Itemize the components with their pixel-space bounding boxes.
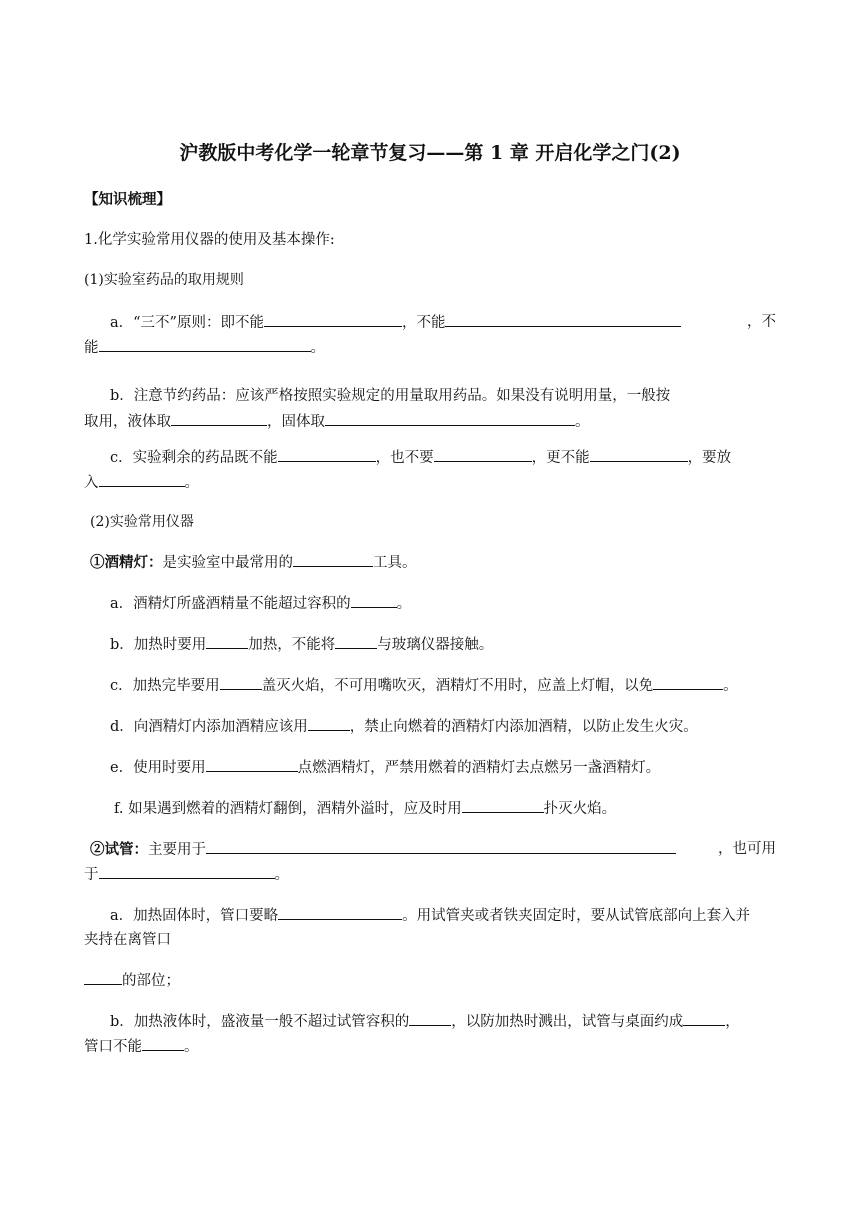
- lamp-d-text1: d．向酒精灯内添加酒精应该用: [110, 719, 308, 735]
- rule-c-text2: ，也不要: [375, 450, 434, 466]
- lamp-b-blank1[interactable]: [206, 634, 248, 649]
- rule-a-text5: 。: [310, 340, 325, 356]
- lamp-f-text1: f. 如果遇到燃着的酒精灯翻倒，酒精外溢时，应及时用: [114, 801, 462, 817]
- rule-a-line1: [110, 312, 776, 333]
- lamp-blank1[interactable]: [293, 552, 373, 567]
- lamp-b-text3: 与玻璃仪器接触。: [377, 637, 494, 653]
- page-title: 沪教版中考化学一轮章节复习——第 1 章 开启化学之门(2): [179, 142, 681, 164]
- lamp-c-text2: 盖灭火焰，不可用嘴吹灭，酒精灯不用时，应盖上灯帽，以免: [261, 678, 654, 694]
- tube-b-text3: ，: [725, 1014, 740, 1030]
- rule-b-line2: [84, 411, 776, 432]
- rule-c-text1: c．实验剩余的药品既不能: [110, 450, 278, 466]
- tube-a-text2: 。用试管夹或者铁夹固定时，要从试管底部向上套入并: [402, 908, 751, 924]
- rule-a-line2: [84, 337, 776, 358]
- lamp-b-text1: b．加热时要用: [110, 637, 207, 653]
- tube-b-text4: 管口不能: [84, 1039, 142, 1055]
- lamp-c-blank2[interactable]: [653, 675, 723, 690]
- lamp-c-text1: c．加热完毕要用: [110, 678, 220, 694]
- tube-b-text5: 。: [184, 1039, 199, 1055]
- lamp-a-line: [110, 593, 776, 614]
- subheading-1: (1)实验室药品的取用规则: [84, 272, 244, 288]
- tube-b-line1: [110, 1011, 776, 1032]
- rule-c-text3: ，更不能: [531, 450, 590, 466]
- rule-b-blank1[interactable]: [171, 411, 267, 426]
- tube-blank2[interactable]: [99, 864, 275, 879]
- rule-c-text5: 入: [84, 475, 99, 491]
- rule-c-blank2[interactable]: [434, 447, 532, 462]
- tube-a-blank1[interactable]: [278, 905, 402, 920]
- tube-b-blank2[interactable]: [683, 1011, 725, 1026]
- rule-b-text2: 取用，液体取: [84, 414, 171, 430]
- rule-a-text2: ，不能: [401, 315, 446, 331]
- rule-b-blank2[interactable]: [325, 411, 575, 426]
- tube-a-text1: a．加热固体时，管口要略: [110, 908, 279, 924]
- subheading-2: (2)实验常用仪器: [90, 514, 194, 530]
- lamp-f-line: [114, 798, 780, 819]
- tube-b-text2: ，以防加热时溅出，试管与桌面约成: [451, 1014, 684, 1030]
- tube-a-blank2[interactable]: [84, 970, 122, 985]
- rule-c-text6: 。: [184, 475, 199, 491]
- tube-b-text1: b．加热液体时，盛液量一般不超过试管容积的: [110, 1014, 410, 1030]
- rule-c-blank4[interactable]: [99, 472, 185, 487]
- rule-a-text4: 能: [84, 340, 99, 356]
- lamp-a-blank1[interactable]: [351, 593, 397, 608]
- rule-b-line1: b．注意节约药品：应该严格按照实验规定的用量取用药品。如果没有说明用量，一般按: [110, 388, 671, 404]
- lamp-e-line: [110, 757, 776, 778]
- tube-a-line2: 夹持在离管口: [84, 932, 171, 948]
- lamp-c-line: [110, 675, 780, 696]
- rule-c-text4: ，要放: [687, 450, 732, 466]
- tube-text2: ，也可用: [718, 841, 776, 857]
- rule-c-line2: [84, 472, 776, 493]
- rule-c-blank1[interactable]: [278, 447, 376, 462]
- lamp-f-blank1[interactable]: [462, 798, 544, 813]
- lamp-heading: ①酒精灯：: [90, 554, 163, 571]
- tube-text4: 。: [274, 867, 289, 883]
- tube-b-blank1[interactable]: [409, 1011, 451, 1026]
- lamp-d-blank1[interactable]: [308, 716, 350, 731]
- tube-a-text4: 的部位；: [122, 973, 180, 989]
- rule-a-text3: ，不: [747, 314, 776, 330]
- tube-b-blank3[interactable]: [142, 1036, 184, 1051]
- tube-heading: ②试管：: [90, 841, 148, 858]
- rule-a-blank2[interactable]: [445, 312, 681, 327]
- tube-text3: 于: [84, 867, 99, 883]
- lamp-b-text2: 加热，不能将: [248, 637, 336, 653]
- tube-blank1[interactable]: [206, 839, 676, 854]
- lamp-text2: 工具。: [373, 555, 417, 571]
- tube-line2: [84, 864, 776, 885]
- lamp-d-text2: ，禁止向燃着的酒精灯内添加酒精，以防止发生火灾。: [349, 719, 698, 735]
- rule-c-line1: [110, 447, 776, 468]
- lamp-d-line: [110, 716, 776, 737]
- tube-a-line1: [110, 905, 776, 926]
- lamp-b-blank2[interactable]: [335, 634, 377, 649]
- rule-c-blank3[interactable]: [590, 447, 688, 462]
- lamp-heading-line: [90, 552, 782, 573]
- lamp-e-text1: e．使用时要用: [110, 760, 206, 776]
- tube-heading-line: [90, 839, 776, 860]
- rule-a-blank1[interactable]: [264, 312, 402, 327]
- rule-a-text1: a．“三不”原则：即不能: [110, 315, 264, 331]
- lamp-text1: 是实验室中最常用的: [162, 555, 293, 571]
- rule-a-blank3[interactable]: [99, 337, 311, 352]
- lamp-e-blank1[interactable]: [206, 757, 298, 772]
- item-1-text: 1.化学实验常用仪器的使用及基本操作:: [84, 232, 335, 248]
- lamp-a-text2: 。: [396, 596, 412, 612]
- lamp-c-blank1[interactable]: [220, 675, 262, 690]
- rule-b-text3: ，固体取: [267, 414, 325, 430]
- section-heading: 【知识梳理】: [84, 191, 171, 208]
- lamp-e-text2: 点燃酒精灯，严禁用燃着的酒精灯去点燃另一盏酒精灯。: [297, 760, 661, 776]
- lamp-b-line: [110, 634, 776, 655]
- tube-b-line2: [84, 1036, 776, 1057]
- tube-text1: 主要用于: [148, 842, 206, 858]
- lamp-f-text2: 扑灭火焰。: [543, 801, 617, 817]
- tube-a-line3: [84, 970, 776, 991]
- lamp-c-text3: 。: [723, 678, 738, 694]
- lamp-a-text1: a．酒精灯所盛酒精量不能超过容积的: [110, 596, 351, 612]
- rule-b-text4: 。: [575, 414, 590, 430]
